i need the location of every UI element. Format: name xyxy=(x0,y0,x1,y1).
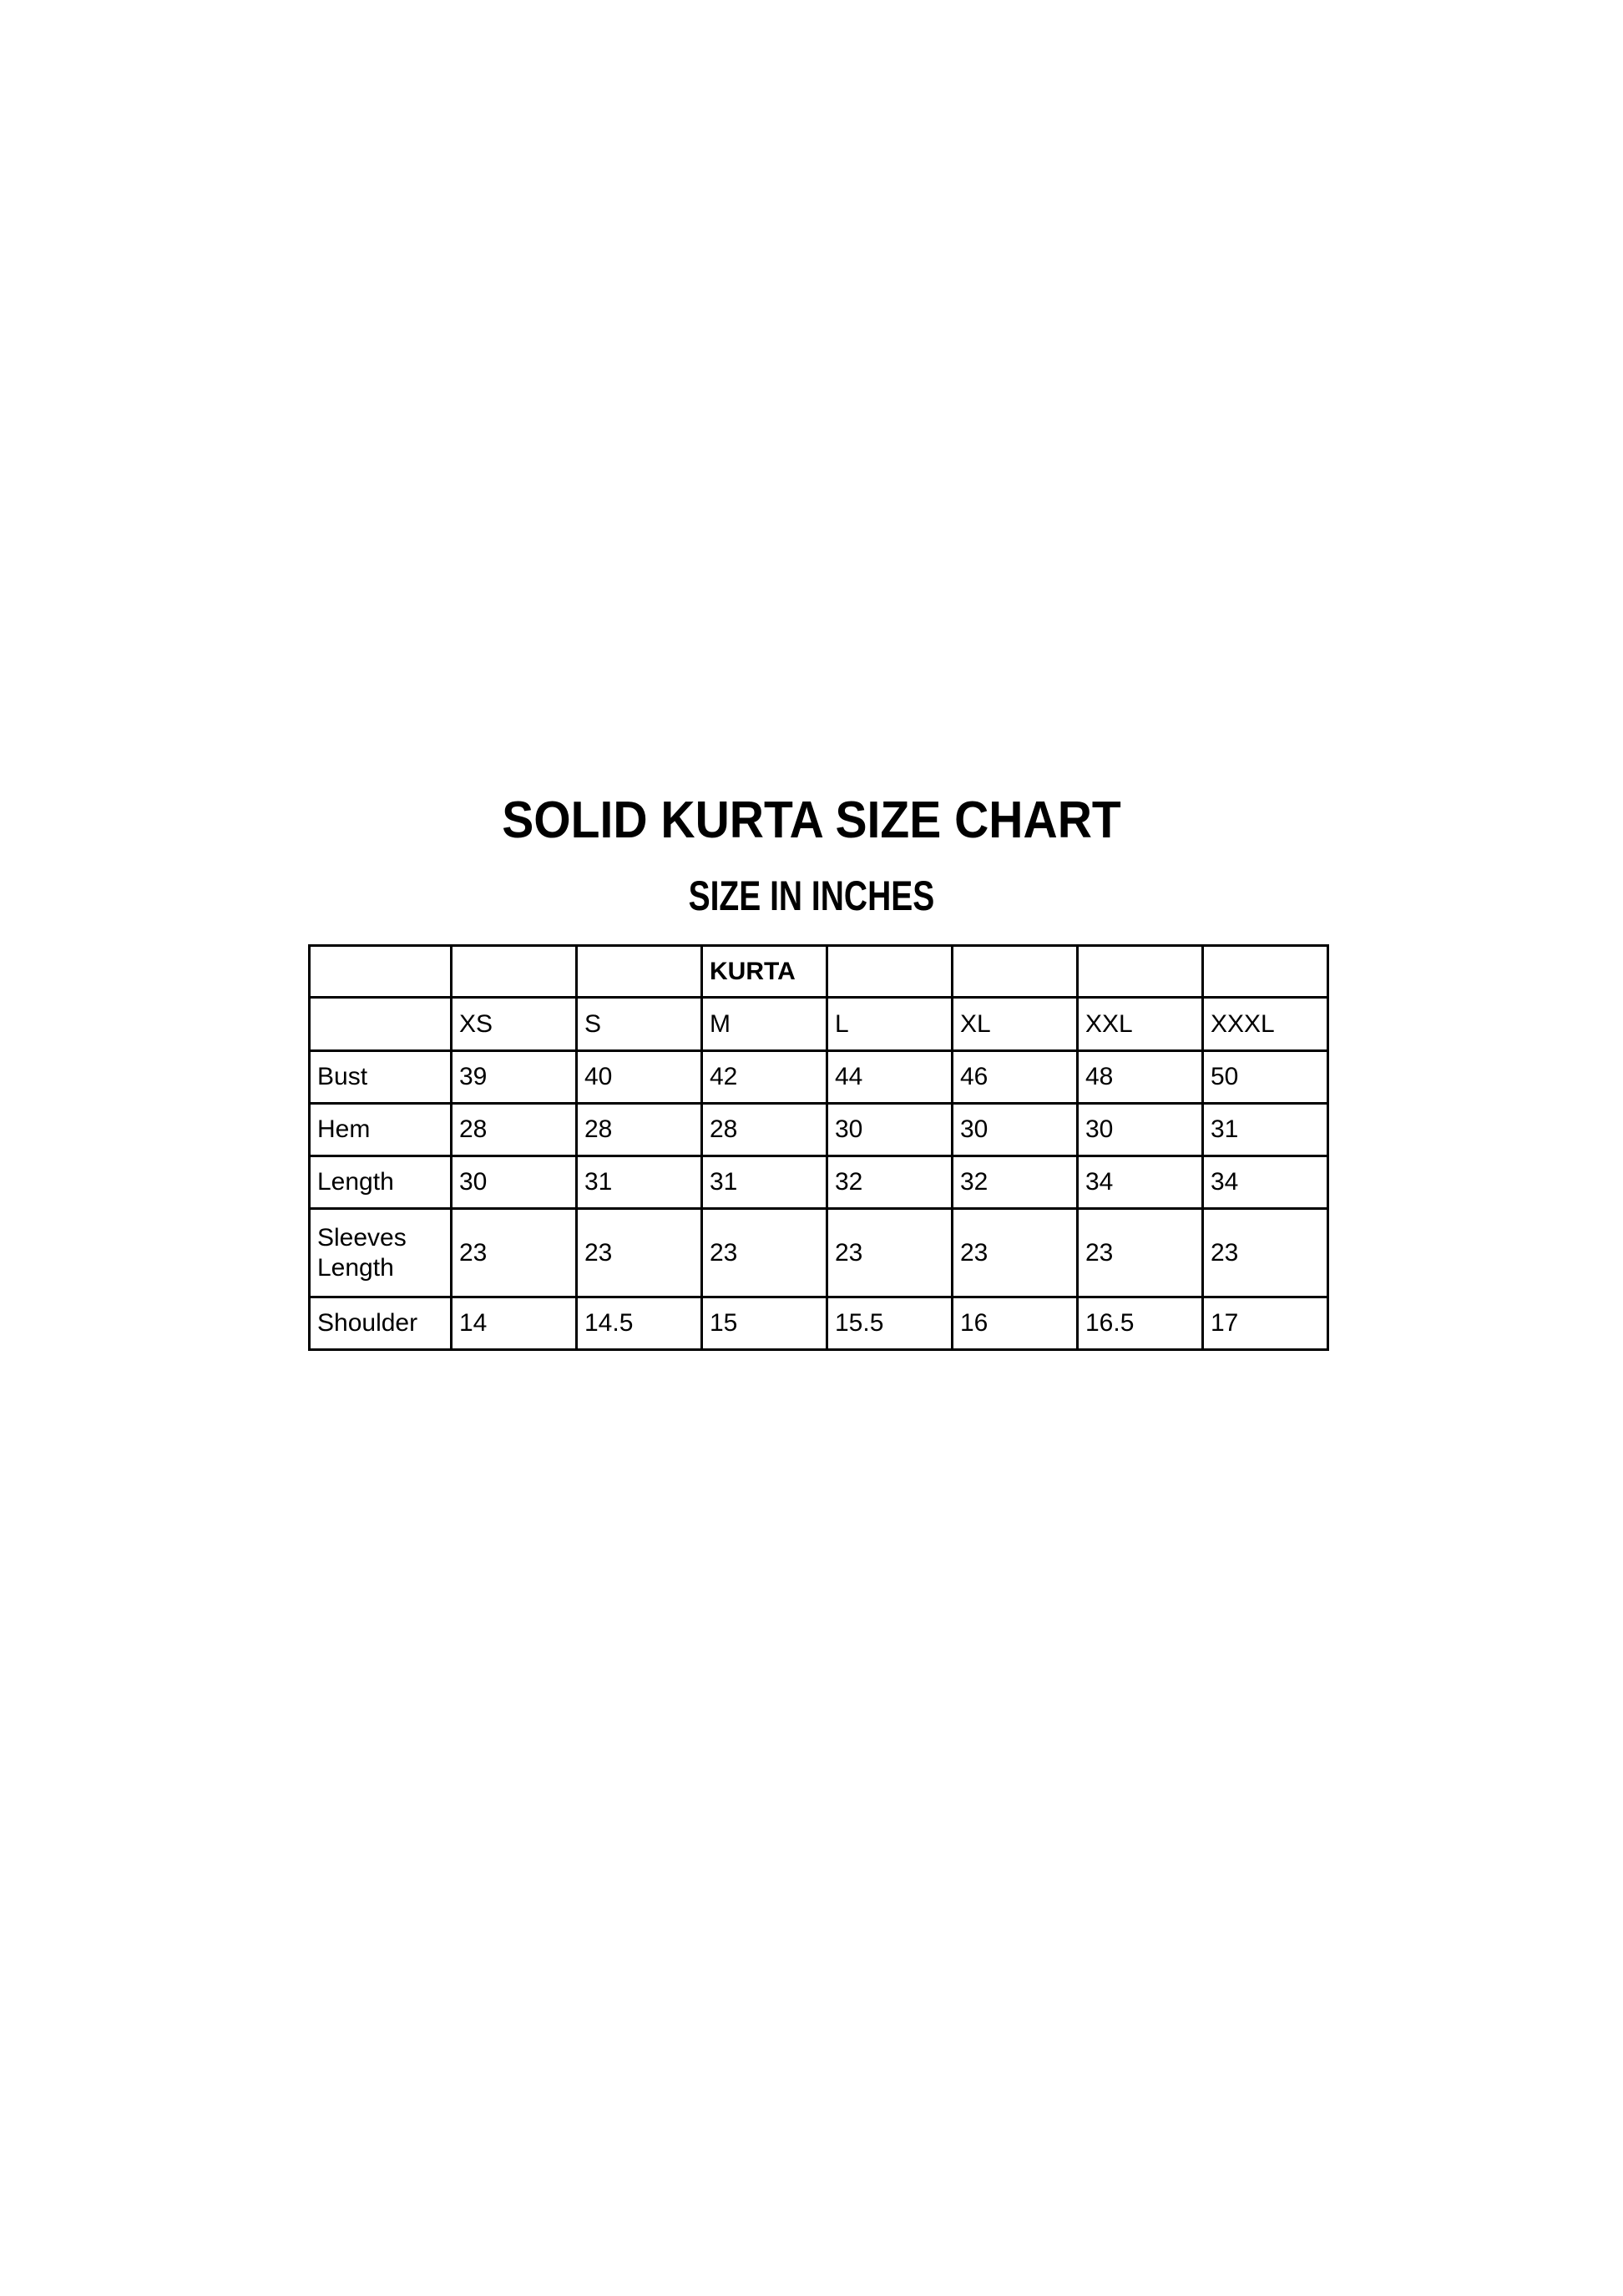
size-header-row xyxy=(310,998,1328,1051)
page-title-text: SOLID KURTA SIZE CHART xyxy=(502,791,1121,849)
value-cell: 50 xyxy=(1203,1051,1328,1104)
empty-cell xyxy=(953,946,1078,998)
empty-cell xyxy=(310,998,452,1051)
value-cell: 46 xyxy=(953,1051,1078,1104)
size-header-cell: XXL xyxy=(1078,998,1203,1051)
size-header-cell: XL xyxy=(953,998,1078,1051)
value-cell: 28 xyxy=(702,1104,827,1156)
value-cell: 14 xyxy=(452,1297,577,1350)
row-label-cell: Hem xyxy=(310,1104,452,1156)
measurement-row xyxy=(310,1209,1328,1297)
size-chart-table-body xyxy=(310,946,1328,1350)
value-cell: 40 xyxy=(577,1051,702,1104)
value-cell: 16.5 xyxy=(1078,1297,1203,1350)
value-cell: 30 xyxy=(827,1104,953,1156)
empty-cell xyxy=(1203,946,1328,998)
row-label-cell: Length xyxy=(310,1156,452,1209)
value-cell: 28 xyxy=(577,1104,702,1156)
size-header-cell: L xyxy=(827,998,953,1051)
measurement-row xyxy=(310,1104,1328,1156)
group-header-row xyxy=(310,946,1328,998)
measurement-row xyxy=(310,1297,1328,1350)
size-header-cell: M xyxy=(702,998,827,1051)
value-cell: 23 xyxy=(452,1209,577,1297)
value-cell: 42 xyxy=(702,1051,827,1104)
size-header-cell: S xyxy=(577,998,702,1051)
value-cell: 31 xyxy=(1203,1104,1328,1156)
page-subtitle-text: SIZE IN INCHES xyxy=(688,872,935,919)
value-cell: 44 xyxy=(827,1051,953,1104)
value-cell: 32 xyxy=(827,1156,953,1209)
row-label-cell: Shoulder xyxy=(310,1297,452,1350)
size-header-cell: XXXL xyxy=(1203,998,1328,1051)
value-cell: 30 xyxy=(953,1104,1078,1156)
value-cell: 32 xyxy=(953,1156,1078,1209)
value-cell: 28 xyxy=(452,1104,577,1156)
value-cell: 48 xyxy=(1078,1051,1203,1104)
value-cell: 23 xyxy=(577,1209,702,1297)
page-subtitle xyxy=(0,872,1623,919)
value-cell: 15 xyxy=(702,1297,827,1350)
value-cell: 23 xyxy=(827,1209,953,1297)
value-cell: 23 xyxy=(702,1209,827,1297)
empty-cell xyxy=(452,946,577,998)
value-cell: 34 xyxy=(1078,1156,1203,1209)
value-cell: 17 xyxy=(1203,1297,1328,1350)
value-cell: 14.5 xyxy=(577,1297,702,1350)
empty-cell xyxy=(827,946,953,998)
empty-cell xyxy=(310,946,452,998)
value-cell: 31 xyxy=(577,1156,702,1209)
value-cell: 23 xyxy=(1078,1209,1203,1297)
size-chart-table xyxy=(308,944,1329,1351)
empty-cell xyxy=(577,946,702,998)
value-cell: 39 xyxy=(452,1051,577,1104)
size-header-cell: XS xyxy=(452,998,577,1051)
measurement-row xyxy=(310,1051,1328,1104)
empty-cell xyxy=(1078,946,1203,998)
row-label-cell: Sleeves Length xyxy=(310,1209,452,1297)
measurement-row xyxy=(310,1156,1328,1209)
value-cell: 31 xyxy=(702,1156,827,1209)
value-cell: 34 xyxy=(1203,1156,1328,1209)
page-title xyxy=(0,791,1623,849)
value-cell: 15.5 xyxy=(827,1297,953,1350)
value-cell: 30 xyxy=(452,1156,577,1209)
row-label-cell: Bust xyxy=(310,1051,452,1104)
value-cell: 23 xyxy=(1203,1209,1328,1297)
value-cell: 23 xyxy=(953,1209,1078,1297)
value-cell: 16 xyxy=(953,1297,1078,1350)
value-cell: 30 xyxy=(1078,1104,1203,1156)
group-header-cell: KURTA xyxy=(702,946,827,998)
